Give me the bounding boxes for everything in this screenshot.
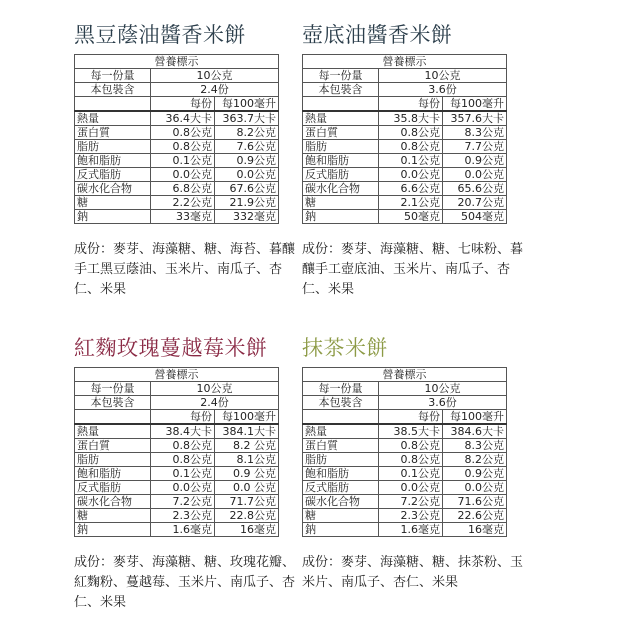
col-per-serving: 每份 (151, 97, 215, 112)
per-serving-value: 36.4大卡 (151, 111, 215, 126)
per-100-value: 8.3公克 (443, 439, 507, 453)
nutrient-row (75, 467, 279, 481)
per-100-value: 0.0公克 (443, 168, 507, 182)
per-serving-value: 1.6毫克 (379, 523, 443, 537)
nutrient-row (75, 481, 279, 495)
per-serving-value: 0.0公克 (379, 481, 443, 495)
nutrient-row (303, 168, 507, 182)
nutrient-name: 碳水化合物 (75, 495, 151, 509)
per-serving-value: 0.8公克 (151, 439, 215, 453)
nutrition-table (302, 367, 507, 537)
nutrient-row (303, 126, 507, 140)
nutrient-name: 蛋白質 (75, 439, 151, 453)
per-100-value: 0.9公克 (443, 467, 507, 481)
nutrient-row (75, 126, 279, 140)
serving-row (303, 69, 507, 83)
product-panel (74, 333, 314, 613)
nutrient-name: 碳水化合物 (75, 182, 151, 196)
nutrient-name: 鈉 (75, 210, 151, 224)
per-serving-value: 0.8公克 (151, 140, 215, 154)
col-per-100: 每100毫升 (215, 410, 279, 425)
serving-label: 每一份量 (303, 69, 379, 83)
nutrient-name: 蛋白質 (303, 439, 379, 453)
per-100-value: 0.9 公克 (215, 467, 279, 481)
ingredients-text: 成份：麥芽、海藻糖、糖、玫瑰花瓣、紅麴粉、蔓越莓、玉米片、南瓜子、杏仁、米果 (74, 555, 296, 610)
per-100-value: 363.7大卡 (215, 111, 279, 126)
nutrient-name: 脂肪 (303, 453, 379, 467)
nutrient-name: 熱量 (303, 424, 379, 439)
serving-row (303, 382, 507, 396)
nutrient-row (75, 439, 279, 453)
servings-label: 本包裝含 (303, 83, 379, 97)
nutrient-name: 反式脂肪 (75, 168, 151, 182)
per-100-value: 16毫克 (215, 523, 279, 537)
nutrient-row (75, 453, 279, 467)
servings-count: 3.6份 (379, 83, 507, 97)
per-100-value: 7.6公克 (215, 140, 279, 154)
table-header: 營養標示 (75, 55, 279, 69)
per-100-value: 21.9公克 (215, 196, 279, 210)
product-title: 黑豆蔭油醬香米餅 (74, 23, 246, 47)
serving-row (75, 382, 279, 396)
per-serving-value: 2.3公克 (151, 509, 215, 523)
serving-size: 10公克 (151, 382, 279, 396)
per-serving-value: 0.8公克 (151, 126, 215, 140)
nutrient-row (303, 453, 507, 467)
per-100-value: 7.7公克 (443, 140, 507, 154)
nutrient-name: 脂肪 (75, 453, 151, 467)
per-100-value: 71.6公克 (443, 495, 507, 509)
nutrient-row (75, 182, 279, 196)
per-100-value: 71.7公克 (215, 495, 279, 509)
nutrient-name: 熱量 (303, 111, 379, 126)
per-100-value: 0.0公克 (215, 168, 279, 182)
nutrient-name: 反式脂肪 (303, 168, 379, 182)
per-100-value: 8.2 公克 (215, 439, 279, 453)
per-100-value: 20.7公克 (443, 196, 507, 210)
nutrient-row (75, 509, 279, 523)
table-header: 營養標示 (303, 368, 507, 382)
product-panel (74, 20, 314, 300)
servings-label: 本包裝含 (75, 83, 151, 97)
per-100-value: 384.1大卡 (215, 424, 279, 439)
servings-row (75, 396, 279, 410)
per-100-value: 8.1公克 (215, 453, 279, 467)
nutrient-name: 碳水化合物 (303, 495, 379, 509)
per-100-value: 384.6大卡 (443, 424, 507, 439)
per-100-value: 22.6公克 (443, 509, 507, 523)
nutrient-row (303, 182, 507, 196)
nutrient-row (303, 523, 507, 537)
per-serving-value: 1.6毫克 (151, 523, 215, 537)
per-100-value: 8.3公克 (443, 126, 507, 140)
nutrition-table (74, 54, 279, 224)
nutrient-row (303, 196, 507, 210)
per-100-value: 8.2公克 (215, 126, 279, 140)
per-serving-value: 0.0公克 (151, 481, 215, 495)
serving-label: 每一份量 (75, 69, 151, 83)
per-serving-value: 38.5大卡 (379, 424, 443, 439)
nutrient-name: 脂肪 (303, 140, 379, 154)
servings-count: 2.4份 (151, 396, 279, 410)
product-panel (302, 333, 542, 593)
nutrient-row (75, 168, 279, 182)
nutrient-name: 糖 (303, 509, 379, 523)
nutrition-table (302, 54, 507, 224)
nutrient-row (75, 154, 279, 168)
col-per-serving: 每份 (379, 97, 443, 112)
serving-label: 每一份量 (303, 382, 379, 396)
nutrient-name: 反式脂肪 (303, 481, 379, 495)
servings-row (303, 396, 507, 410)
per-serving-value: 0.8公克 (379, 140, 443, 154)
nutrient-row (303, 509, 507, 523)
blank-cell (303, 410, 379, 425)
nutrient-name: 鈉 (303, 210, 379, 224)
ingredients-text: 成份：麥芽、海藻糖、糖、七味粉、暮釀手工壺底油、玉米片、南瓜子、杏仁、米果 (302, 242, 524, 297)
product-title: 紅麴玫瑰蔓越莓米餅 (74, 336, 268, 360)
per-100-value: 16毫克 (443, 523, 507, 537)
nutrient-name: 碳水化合物 (303, 182, 379, 196)
nutrient-name: 糖 (303, 196, 379, 210)
nutrient-row (75, 196, 279, 210)
nutrient-row (303, 467, 507, 481)
nutrient-row (75, 424, 279, 439)
nutrient-name: 蛋白質 (303, 126, 379, 140)
table-header-row (303, 368, 507, 382)
nutrient-row (303, 154, 507, 168)
per-serving-value: 0.8公克 (379, 453, 443, 467)
nutrient-row (75, 111, 279, 126)
servings-count: 3.6份 (379, 396, 507, 410)
nutrient-row (303, 424, 507, 439)
nutrient-name: 糖 (75, 509, 151, 523)
blank-cell (75, 410, 151, 425)
nutrition-table (74, 367, 279, 537)
nutrient-name: 糖 (75, 196, 151, 210)
per-serving-value: 7.2公克 (379, 495, 443, 509)
per-serving-value: 0.1公克 (151, 154, 215, 168)
per-serving-value: 0.1公克 (151, 467, 215, 481)
servings-row (75, 83, 279, 97)
nutrient-name: 飽和脂肪 (303, 154, 379, 168)
table-header-row (75, 55, 279, 69)
nutrient-row (303, 495, 507, 509)
per-100-value: 22.8公克 (215, 509, 279, 523)
nutrient-name: 飽和脂肪 (303, 467, 379, 481)
ingredients-text: 成份：麥芽、海藻糖、糖、抹茶粉、玉米片、南瓜子、杏仁、米果 (302, 555, 524, 590)
servings-count: 2.4份 (151, 83, 279, 97)
nutrient-row (303, 439, 507, 453)
column-header-row (75, 410, 279, 425)
per-serving-value: 0.8公克 (151, 453, 215, 467)
per-100-value: 357.6大卡 (443, 111, 507, 126)
per-serving-value: 0.8公克 (379, 439, 443, 453)
table-header: 營養標示 (75, 368, 279, 382)
column-header-row (303, 410, 507, 425)
per-serving-value: 7.2公克 (151, 495, 215, 509)
table-header: 營養標示 (303, 55, 507, 69)
blank-cell (303, 97, 379, 112)
per-serving-value: 33毫克 (151, 210, 215, 224)
per-100-value: 0.9公克 (215, 154, 279, 168)
product-panel (302, 20, 542, 300)
col-per-serving: 每份 (379, 410, 443, 425)
nutrient-row (75, 523, 279, 537)
ingredients-text: 成份：麥芽、海藻糖、糖、海苔、暮釀手工黑豆蔭油、玉米片、南瓜子、杏仁、米果 (74, 242, 296, 297)
nutrient-name: 脂肪 (75, 140, 151, 154)
per-100-value: 0.9公克 (443, 154, 507, 168)
per-100-value: 0.0公克 (443, 481, 507, 495)
col-per-serving: 每份 (151, 410, 215, 425)
serving-size: 10公克 (151, 69, 279, 83)
table-header-row (303, 55, 507, 69)
per-serving-value: 2.2公克 (151, 196, 215, 210)
nutrient-name: 飽和脂肪 (75, 154, 151, 168)
nutrient-name: 反式脂肪 (75, 481, 151, 495)
per-serving-value: 0.0公克 (379, 168, 443, 182)
servings-label: 本包裝含 (75, 396, 151, 410)
column-header-row (75, 97, 279, 112)
per-100-value: 67.6公克 (215, 182, 279, 196)
per-serving-value: 6.8公克 (151, 182, 215, 196)
table-header-row (75, 368, 279, 382)
per-100-value: 8.2公克 (443, 453, 507, 467)
nutrient-name: 鈉 (75, 523, 151, 537)
per-100-value: 0.0 公克 (215, 481, 279, 495)
per-serving-value: 38.4大卡 (151, 424, 215, 439)
per-serving-value: 6.6公克 (379, 182, 443, 196)
col-per-100: 每100毫升 (443, 410, 507, 425)
nutrient-row (75, 495, 279, 509)
per-100-value: 504毫克 (443, 210, 507, 224)
serving-row (75, 69, 279, 83)
per-serving-value: 0.1公克 (379, 467, 443, 481)
product-title: 壺底油醬香米餅 (302, 23, 453, 47)
per-serving-value: 0.1公克 (379, 154, 443, 168)
per-serving-value: 35.8大卡 (379, 111, 443, 126)
servings-label: 本包裝含 (303, 396, 379, 410)
per-serving-value: 2.3公克 (379, 509, 443, 523)
per-serving-value: 2.1公克 (379, 196, 443, 210)
nutrient-row (303, 481, 507, 495)
nutrient-name: 熱量 (75, 424, 151, 439)
nutrient-row (303, 111, 507, 126)
per-serving-value: 0.0公克 (151, 168, 215, 182)
nutrient-row (75, 140, 279, 154)
col-per-100: 每100毫升 (443, 97, 507, 112)
column-header-row (303, 97, 507, 112)
nutrient-name: 蛋白質 (75, 126, 151, 140)
nutrient-row (303, 210, 507, 224)
per-serving-value: 0.8公克 (379, 126, 443, 140)
serving-label: 每一份量 (75, 382, 151, 396)
per-100-value: 332毫克 (215, 210, 279, 224)
col-per-100: 每100毫升 (215, 97, 279, 112)
blank-cell (75, 97, 151, 112)
nutrient-name: 鈉 (303, 523, 379, 537)
product-title: 抹茶米餅 (302, 336, 388, 360)
servings-row (303, 83, 507, 97)
nutrient-name: 飽和脂肪 (75, 467, 151, 481)
per-100-value: 65.6公克 (443, 182, 507, 196)
serving-size: 10公克 (379, 69, 507, 83)
nutrient-row (303, 140, 507, 154)
nutrient-row (75, 210, 279, 224)
serving-size: 10公克 (379, 382, 507, 396)
nutrient-name: 熱量 (75, 111, 151, 126)
per-serving-value: 50毫克 (379, 210, 443, 224)
